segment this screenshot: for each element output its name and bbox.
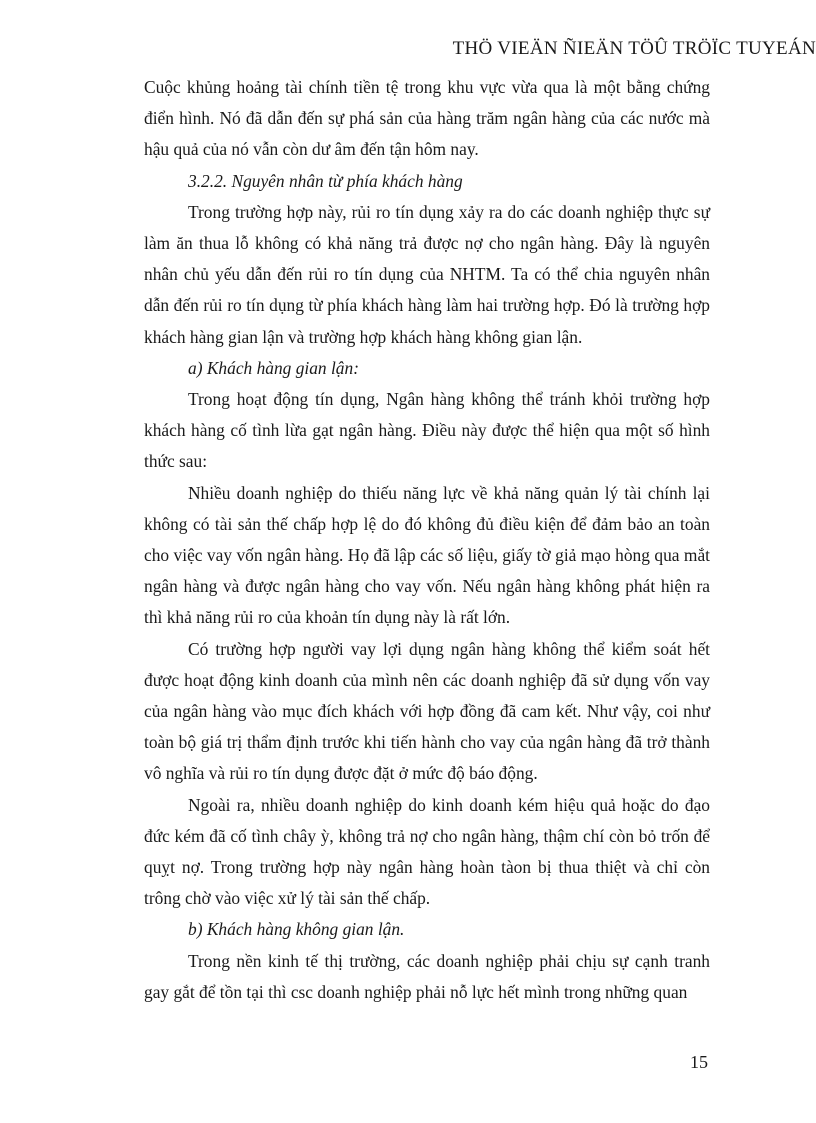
paragraph: Trong trường hợp này, rủi ro tín dụng xảy ra do các doanh nghiệp thực sự làm ăn thua lỗ không có khả năng trả được nợ cho ngân hàng. Đây là nguyên nhân chủ yếu dẫn đến rủi ro tín dụng của NHTM. Ta có thể chia nguyên nhân dẫn đến rủi ro tín dụng từ phía khách hàng làm hai trường hợp. Đó là trường hợp khách hàng gian lận và trường hợp khách hàng không gian lận. (144, 201, 710, 347)
paragraph: Trong nền kinh tế thị trường, các doanh nghiệp phải chịu sự cạnh tranh gay gắt để tồn tại thì csc doanh nghiệp phải nỗ lực hết mình trong những quan (144, 950, 710, 1002)
paragraph: Nhiều doanh nghiệp do thiếu năng lực về khả năng quản lý tài chính lại không có tài sản thế chấp hợp lệ do đó không đủ điều kiện để đảm bảo an toàn cho việc vay vốn ngân hàng. Họ đã lập các số liệu, giấy tờ giả mạo hòng qua mắt ngân hàng và được ngân hàng cho vay vốn. Nếu ngân hàng không phát hiện ra thì khả năng rủi ro của khoản tín dụng này là rất lớn. (144, 482, 710, 628)
body-text (144, 72, 710, 1008)
paragraph: Trong hoạt động tín dụng, Ngân hàng không thể tránh khỏi trường hợp khách hàng cố tình lừa gạt ngân hàng. Điều này được thể hiện qua một số hình thức sau: (144, 389, 710, 472)
paragraph: Cuộc khủng hoảng tài chính tiền tệ trong khu vực vừa qua là một bằng chứng điển hình. Nó đã dẫn đến sự phá sản của hàng trăm ngân hàng của các nước mà hậu quả của nó vẫn còn dư âm đến tận hôm nay. (144, 77, 710, 160)
paragraph: Ngoài ra, nhiều doanh nghiệp do kinh doanh kém hiệu quả hoặc do đạo đức kém đã cố tình chây ỳ, không trả nợ cho ngân hàng, thậm chí còn bỏ trốn để quỵt nợ. Trong trường hợp này ngân hàng hoàn tàon bị thua thiệt và chỉ còn trông chờ vào việc xử lý tài sản thế chấp. (144, 794, 710, 909)
paragraph: Có trường hợp người vay lợi dụng ngân hàng không thể kiểm soát hết được hoạt động kinh doanh của mình nên các doanh nghiệp đã sử dụng vốn vay của ngân hàng vào mục đích khách với hợp đồng đã cam kết. Như vậy, coi như toàn bộ giá trị thẩm định trước khi tiến hành cho vay của ngân hàng đã trở thành vô nghĩa và rủi ro tín dụng được đặt ở mức độ báo động. (144, 638, 710, 784)
page-header: THÖ VIEÄN ÑIEÄN TÖÛ TRÖÏC TUYEÁN (452, 38, 816, 59)
subsection-heading: a) Khách hàng gian lận: (188, 357, 359, 378)
page-number: 15 (690, 1052, 708, 1072)
section-heading: 3.2.2. Nguyên nhân từ phía khách hàng (188, 170, 463, 191)
subsection-heading: b) Khách hàng không gian lận. (188, 919, 405, 940)
